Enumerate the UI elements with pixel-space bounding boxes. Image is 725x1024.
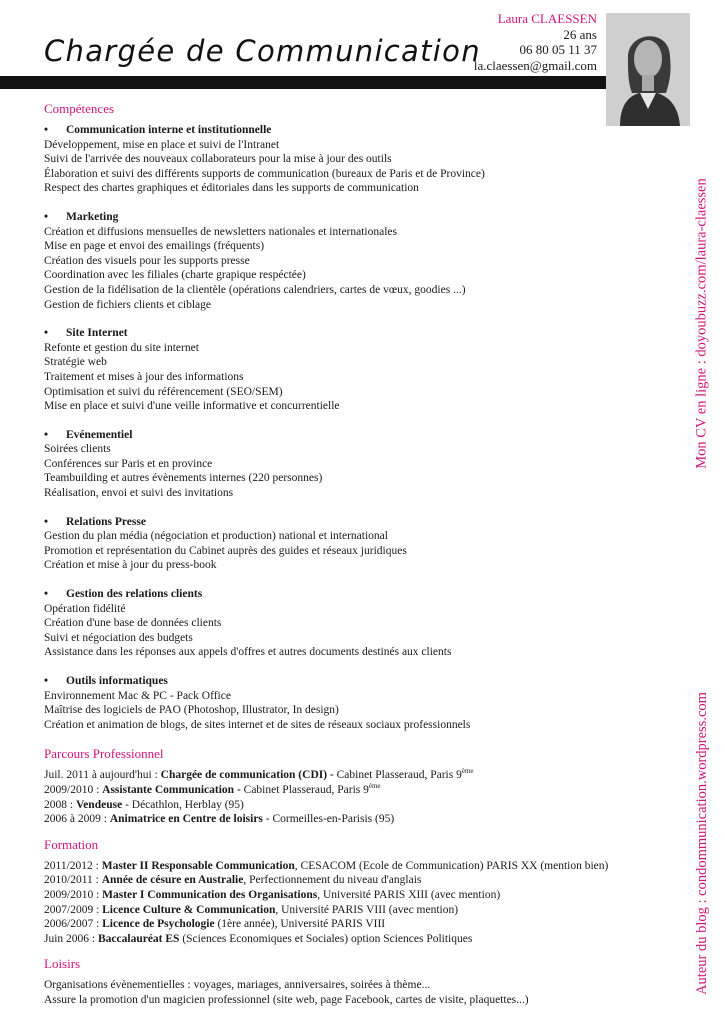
entry-detail: (1ère année), Université PARIS VIII (214, 918, 386, 931)
competence-group-title: • Evénementiel (44, 428, 644, 443)
section-parcours (44, 746, 644, 826)
entry-detail: , Université PARIS VIII (avec mention) (275, 903, 459, 916)
contact-age: 26 ans (563, 26, 597, 42)
formation-entry (44, 888, 644, 903)
entry-title: Année de césure en Australie (101, 874, 244, 887)
entry-title: Master II Responsable Communication (101, 859, 295, 872)
competence-item: Stratégie web (44, 356, 107, 369)
competence-group-title: • Relations Presse (44, 515, 644, 530)
entry-date: 2008 : (44, 798, 76, 811)
competence-item: Gestion de fichiers clients et ciblage (44, 298, 212, 311)
competence-item: Suivi de l'arrivée des nouveaux collaborateurs pour la mise à jour des outils (44, 153, 392, 166)
entry-title: Licence de Psychologie (102, 918, 215, 931)
competence-group (44, 587, 644, 660)
entry-date: 2009/2010 : (44, 783, 103, 796)
resume-body (44, 101, 644, 1018)
formation-entry (44, 873, 644, 888)
entry-detail: Cabinet Plasseraud, Paris 9 (240, 783, 369, 796)
competence-item: Promotion et représentation du Cabinet auprès des guides et réseaux juridiques (44, 544, 407, 557)
competence-group (44, 326, 644, 414)
competence-item: Opération fidélité (44, 602, 126, 615)
competence-item: Soirées clients (44, 443, 111, 456)
parcours-entry (44, 798, 644, 813)
entry-superscript: ème (461, 767, 474, 776)
entry-superscript: ème (368, 782, 381, 791)
entry-date: 2011/2012 : (44, 859, 102, 872)
competence-group-title: • Communication interne et institutionnelle (44, 123, 644, 138)
sidebar-cv-link (690, 158, 714, 488)
entry-title: Chargée de communication (CDI) - (160, 769, 334, 782)
loisir-item: Organisations évènementielles : voyages, mariages, anniversaires, soirées à thème... (44, 979, 431, 992)
competence-item: Gestion de la fidélisation de la clientèle (opérations calendriers, cartes de vœux, goodies ...) (44, 283, 466, 296)
entry-detail: Cabinet Plasseraud, Paris 9 (333, 769, 462, 782)
sidebar-cv-text: Mon CV en ligne : doyoubuzz.com/laura-claessen (693, 177, 710, 469)
parcours-entry (44, 768, 644, 783)
section-title: Compétences (44, 101, 115, 116)
competence-item: Création des visuels pour les supports presse (44, 254, 250, 267)
competence-item: Teambuilding et autres évènements internes (220 personnes) (44, 472, 323, 485)
competence-item: Élaboration et suivi des différents supports de communication (bureaux de Paris et de Province) (44, 167, 485, 180)
sidebar-blog-text: Auteur du blog : condommunication.wordpress.com (693, 691, 710, 995)
sidebar-blog-link (690, 678, 714, 1008)
competence-item: Réalisation, envoi et suivi des invitations (44, 487, 234, 500)
competence-group-title: • Gestion des relations clients (44, 587, 644, 602)
competence-item: Coordination avec les filiales (charte grapique respéctée) (44, 269, 306, 282)
competence-item: Création et diffusions mensuelles de newsletters nationales et internationales (44, 225, 397, 238)
competence-item: Suivi et négociation des budgets (44, 631, 193, 644)
competence-item: Conférences sur Paris et en province (44, 457, 213, 470)
entry-title: Master I Communication des Organisations (102, 888, 318, 901)
formation-entry (44, 917, 644, 932)
section-title: Formation (44, 836, 99, 852)
contact-block (474, 11, 597, 73)
competence-groups (44, 123, 644, 732)
competence-group (44, 428, 644, 501)
competence-group (44, 123, 644, 196)
entry-title: Assistante Communication - (102, 783, 241, 796)
competence-item: Mise en place et suivi d'une veille informative et concurrentielle (44, 400, 340, 413)
entry-title: Licence Culture & Communication (102, 903, 276, 916)
entry-date: 2007/2009 : (44, 903, 103, 916)
loisirs-list (44, 978, 644, 1007)
competence-item: Développement, mise en place et suivi de l'Intranet (44, 138, 280, 151)
entry-date: Juil. 2011 à aujourd'hui : (44, 769, 161, 782)
competence-group-title: • Outils informatiques (44, 674, 644, 689)
competence-group-title: • Marketing (44, 210, 644, 225)
entry-date: 2006 à 2009 : (44, 813, 110, 826)
entry-title: Animatrice en Centre de loisirs (109, 813, 263, 826)
entry-detail: , Université PARIS XIII (avec mention) (317, 888, 501, 901)
section-title: Parcours Professionnel (44, 746, 164, 762)
entry-title: Vendeuse (75, 798, 123, 811)
competence-group (44, 210, 644, 312)
competence-item: Mise en page et envoi des emailings (fréquents) (44, 240, 265, 253)
formation-entry (44, 932, 644, 947)
entry-detail: , CESACOM (Ecole de Communication) PARIS XX (mention bien) (294, 859, 609, 872)
entry-date: 2009/2010 : (44, 888, 103, 901)
contact-email: la.claessen@gmail.com (473, 57, 597, 73)
loisir-item: Assure la promotion d'un magicien professionnel (site web, page Facebook, cartes de visite, plaquettes...) (44, 993, 529, 1006)
competence-item: Création et mise à jour du press-book (44, 559, 217, 572)
competence-item: Maîtrise des logiciels de PAO (Photoshop, Illustrator, In design) (44, 704, 339, 717)
competence-group-title: • Site Internet (44, 326, 644, 341)
entry-detail: , Perfectionnement du niveau d'anglais (243, 874, 422, 887)
competence-group (44, 674, 644, 732)
page-title: Chargée de Communication (44, 34, 481, 68)
entry-detail: (Sciences Economiques et Sociales) option Sciences Politiques (179, 932, 473, 945)
competence-item: Environnement Mac & PC - Pack Office (44, 689, 231, 702)
section-competences (44, 101, 644, 732)
competence-item: Gestion du plan média (négociation et production) national et international (44, 530, 388, 543)
entry-date: Juin 2006 : (44, 932, 98, 945)
competence-item: Assistance dans les réponses aux appels d'offres et autres documents destinés aux clients (44, 646, 452, 659)
formation-entry (44, 859, 644, 874)
competence-group (44, 515, 644, 573)
entry-detail: - Décathlon, Herblay (95) (122, 798, 244, 811)
formation-list (44, 859, 644, 947)
contact-name: Laura CLAESSEN (497, 11, 597, 26)
competence-item: Optimisation et suivi du référencement (SEO/SEM) (44, 385, 283, 398)
parcours-entry (44, 812, 644, 827)
entry-date: 2006/2007 : (44, 918, 103, 931)
parcours-list (44, 768, 644, 826)
competence-item: Création et animation de blogs, de sites internet et de sites de réseaux sociaux professionnels (44, 718, 471, 731)
competence-item: Traitement et mises à jour des informations (44, 370, 244, 383)
contact-phone: 06 80 05 11 37 (519, 42, 597, 57)
entry-detail: - Cormeilles-en-Parisis (95) (262, 813, 395, 826)
entry-title: Baccalauréat ES (98, 932, 180, 945)
competence-item: Respect des chartes graphiques et éditoriales dans les supports de communication (44, 182, 419, 195)
section-loisirs (44, 956, 644, 1007)
competence-item: Refonte et gestion du site internet (44, 341, 199, 354)
competence-item: Création d'une base de données clients (44, 617, 222, 630)
header-bar (0, 76, 606, 89)
entry-date: 2010/2011 : (44, 874, 102, 887)
section-title: Loisirs (44, 956, 81, 972)
formation-entry (44, 903, 644, 918)
section-formation (44, 837, 644, 947)
parcours-entry (44, 783, 644, 798)
